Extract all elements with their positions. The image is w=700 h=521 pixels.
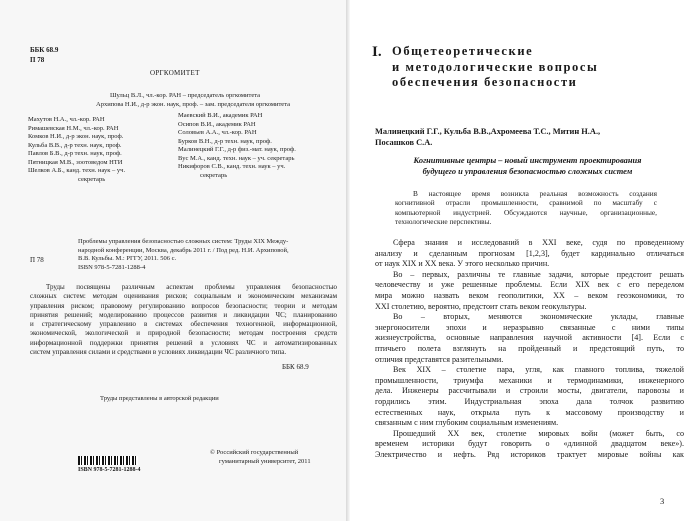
body-paragraph	[375, 270, 684, 312]
article-authors	[375, 127, 685, 148]
body-line: естественных наук, открыла путь к массовому производству и	[375, 407, 684, 417]
body-line: Век XIX – столетие пара, угля, как главного топлива, тяжелой	[393, 365, 684, 375]
committee-members-left	[28, 116, 178, 184]
body-line: Прошедший XX век, столетие мировых войн (может быть, со	[393, 428, 684, 438]
body-line: временем историки будут говорить о «длинной двадцатом веке»).	[375, 439, 684, 449]
committee-member: Махутов Н.А., чл.-кор. РАН	[28, 116, 105, 123]
abstract-line: когнитивной отрасли промышленности, сравнимой по масштабу с	[395, 198, 657, 208]
section-number: I.	[372, 44, 382, 60]
committee-members-right	[178, 112, 343, 180]
committee-member: Комков Н.И., д-р экон. наук, проф.	[28, 133, 124, 140]
citation-isbn: ISBN 978-5-7281-1288-4	[78, 263, 146, 271]
authors-line: Малинецкий Г.Г., Кульба В.В.,Ахромеева Т.С., Митин Н.А.,	[375, 127, 601, 136]
committee-member: Никифоров С.В., канд. техн. наук – уч.	[178, 163, 286, 170]
article-title-line: Когнитивные центры – новый инструмент проектирования	[413, 156, 642, 165]
body-line: анализу и сделанным прогнозам [1,2,3], будет кардинально отличаться	[375, 248, 684, 258]
body-line: энергоносители эпохи и неразрывно связанные с ними типы	[375, 322, 684, 332]
body-line: Во – вторых, меняются экономические уклады, главные	[393, 312, 684, 322]
section-title-line: Общетеоретические	[392, 44, 534, 58]
udc-code-mid: П 78	[30, 256, 44, 264]
annotation-line: систем управления силами и средствами в условиях ликвидации ЧС различного типа.	[30, 348, 287, 357]
annotation-line: управления риском; правовому регулированию вопросов безопасности; теории и методам	[30, 301, 337, 310]
annotation-line: информационной поддержки принятия решений в условиях ЧС и автоматизированных	[30, 338, 337, 347]
body-line: мира можно назвать веком геополитики, XX – веком геоэкономики, то	[375, 290, 684, 300]
article-body	[375, 238, 684, 460]
right-page	[350, 0, 700, 521]
committee-member: Маевский В.И., академик РАН	[178, 112, 263, 119]
committee-member: Шелков А.Б., канд. техн. наук – уч.	[28, 167, 126, 174]
body-line: отличия представятся разительными.	[375, 354, 504, 364]
annotation-line: экономической, экологической и природной безопасности; методам построения средств	[30, 329, 337, 338]
body-line: птичьего полета взглянуть на пройденный и предстоящий путь, то	[375, 343, 684, 353]
citation-line: народной конференции, Москва, декабрь 2011 г. / Под ред. Н.И. Архиповой,	[78, 246, 289, 254]
body-line: связанным с ним глубоким социальным изменениям.	[375, 418, 559, 428]
committee-member: Кульба В.В., д-р техн. наук, проф.	[28, 141, 122, 149]
body-line: жизнеустройства, основные направления научной активности [4]. Если с	[375, 333, 684, 343]
committee-member-tail: секретарь	[200, 171, 228, 179]
annotation-line: принятия решений; моделированию процессов развития и ликвидации ЧС; планированию	[30, 310, 337, 319]
copyright-line: гуманитарный университет, 2011	[219, 457, 311, 465]
abstract-line: компьютерной индустрией. Обсуждаются научные, организационные,	[395, 207, 657, 217]
udc-code-top: П 78	[30, 56, 45, 64]
section-title-line: обеспечения безопасности	[392, 75, 578, 89]
copyright-line: © Российский государственный	[210, 449, 299, 456]
copyright-notice	[210, 449, 340, 466]
body-line: XXI столетию, вероятно, предстоит стать веком геокультуры.	[375, 301, 587, 311]
committee-member-tail: секретарь	[78, 175, 106, 183]
bbk-code-bottom: ББК 68.9	[282, 363, 309, 371]
body-paragraph	[375, 365, 684, 429]
body-line: гордились этим. Индустриальная эпоха дала толчок развитию	[375, 396, 684, 406]
editorial-note: Труды представлены в авторской редакции	[100, 395, 219, 402]
isbn-bottom: ISBN 978-5-7281-1288-4	[78, 467, 141, 473]
abstract-line: В настоящее время возникла реальная возможность создания	[413, 189, 657, 198]
book-annotation	[30, 283, 337, 357]
authors-line: Посашков С.А.	[375, 137, 433, 147]
annotation-line: сложных систем: методам оценивания рисков; социальным и экономическим механизмам	[30, 292, 337, 301]
body-line: от наук XIX и XX века. У этого несколько причин.	[375, 259, 550, 269]
body-paragraph	[375, 238, 684, 270]
bbk-code-top: ББК 68.9	[30, 46, 59, 54]
annotation-line: и стратегическому управлению в системах обеспечения техногенной, информационной,	[30, 320, 337, 329]
committee-member: Пятницкая М.В., зоотоведом НТИ	[28, 158, 123, 166]
abstract-line: технологические перспективы.	[395, 216, 492, 226]
body-line: Электричество и нефть. Ряд историков трактует мировые войны как	[375, 449, 684, 459]
article-title	[375, 156, 680, 177]
citation-line: В.В. Кульбы. М.: РГГУ, 2011. 506 с.	[78, 255, 177, 262]
page-number: 3	[660, 496, 665, 506]
section-title	[392, 44, 687, 91]
committee-member: Римашевская Н.М., чл.-кор. РАН	[28, 124, 119, 132]
body-line: дела. Инженеры рассчитывали и строили мосты, двигатели, паровозы и	[375, 386, 684, 396]
body-paragraph	[375, 429, 684, 461]
committee-member: Вус М.А., канд. техн. наук – уч. секретарь	[178, 154, 295, 162]
committee-member: Павлов Б.В., д-р техн. наук, проф.	[28, 150, 122, 157]
body-line: человечеству и уже решенные проблемы. Если XIX век с его переделом	[375, 280, 684, 290]
body-line: Сфера знания и исследований в XXI веке, судя по проведенному	[393, 238, 684, 247]
committee-member: Осипов В.И., академик РАН	[178, 120, 256, 128]
orgcommittee-title: ОРГКОМИТЕТ	[150, 69, 200, 77]
body-line: Во – первых, различны те главные задачи, которые предстоит решать	[393, 269, 684, 279]
article-title-line: будущего и управления безопасностью сложных систем	[422, 166, 633, 176]
citation-line: Проблемы управления безопасностью сложных систем: Труды XIX Между-	[78, 238, 289, 245]
isbn-barcode	[78, 456, 138, 465]
committee-chair: Шульц В.Л., чл.-кор. РАН – председатель оргкомитета	[110, 92, 261, 99]
committee-member: Бурков В.Н., д-р техн. наук, проф.	[178, 137, 272, 145]
bibliographic-citation	[78, 238, 340, 272]
section-title-line: и методологические вопросы	[392, 59, 599, 74]
body-line: промышленности, триумфа механики и термодинамики, инженерного	[375, 375, 684, 385]
committee-member: Соловьев А.А., чл.-кор. РАН	[178, 129, 257, 136]
committee-vice-chair: Архипова Н.И., д-р экон. наук, проф. – зам. председателя оргкомитета	[96, 101, 290, 108]
committee-member: Малинецкий Г.Г., д-р физ.-мат. наук, проф.	[178, 146, 296, 153]
annotation-line: Труды посвящены различным аспектам проблемы управления безопасностью	[46, 283, 337, 291]
body-paragraph	[375, 312, 684, 365]
article-abstract	[395, 189, 657, 226]
